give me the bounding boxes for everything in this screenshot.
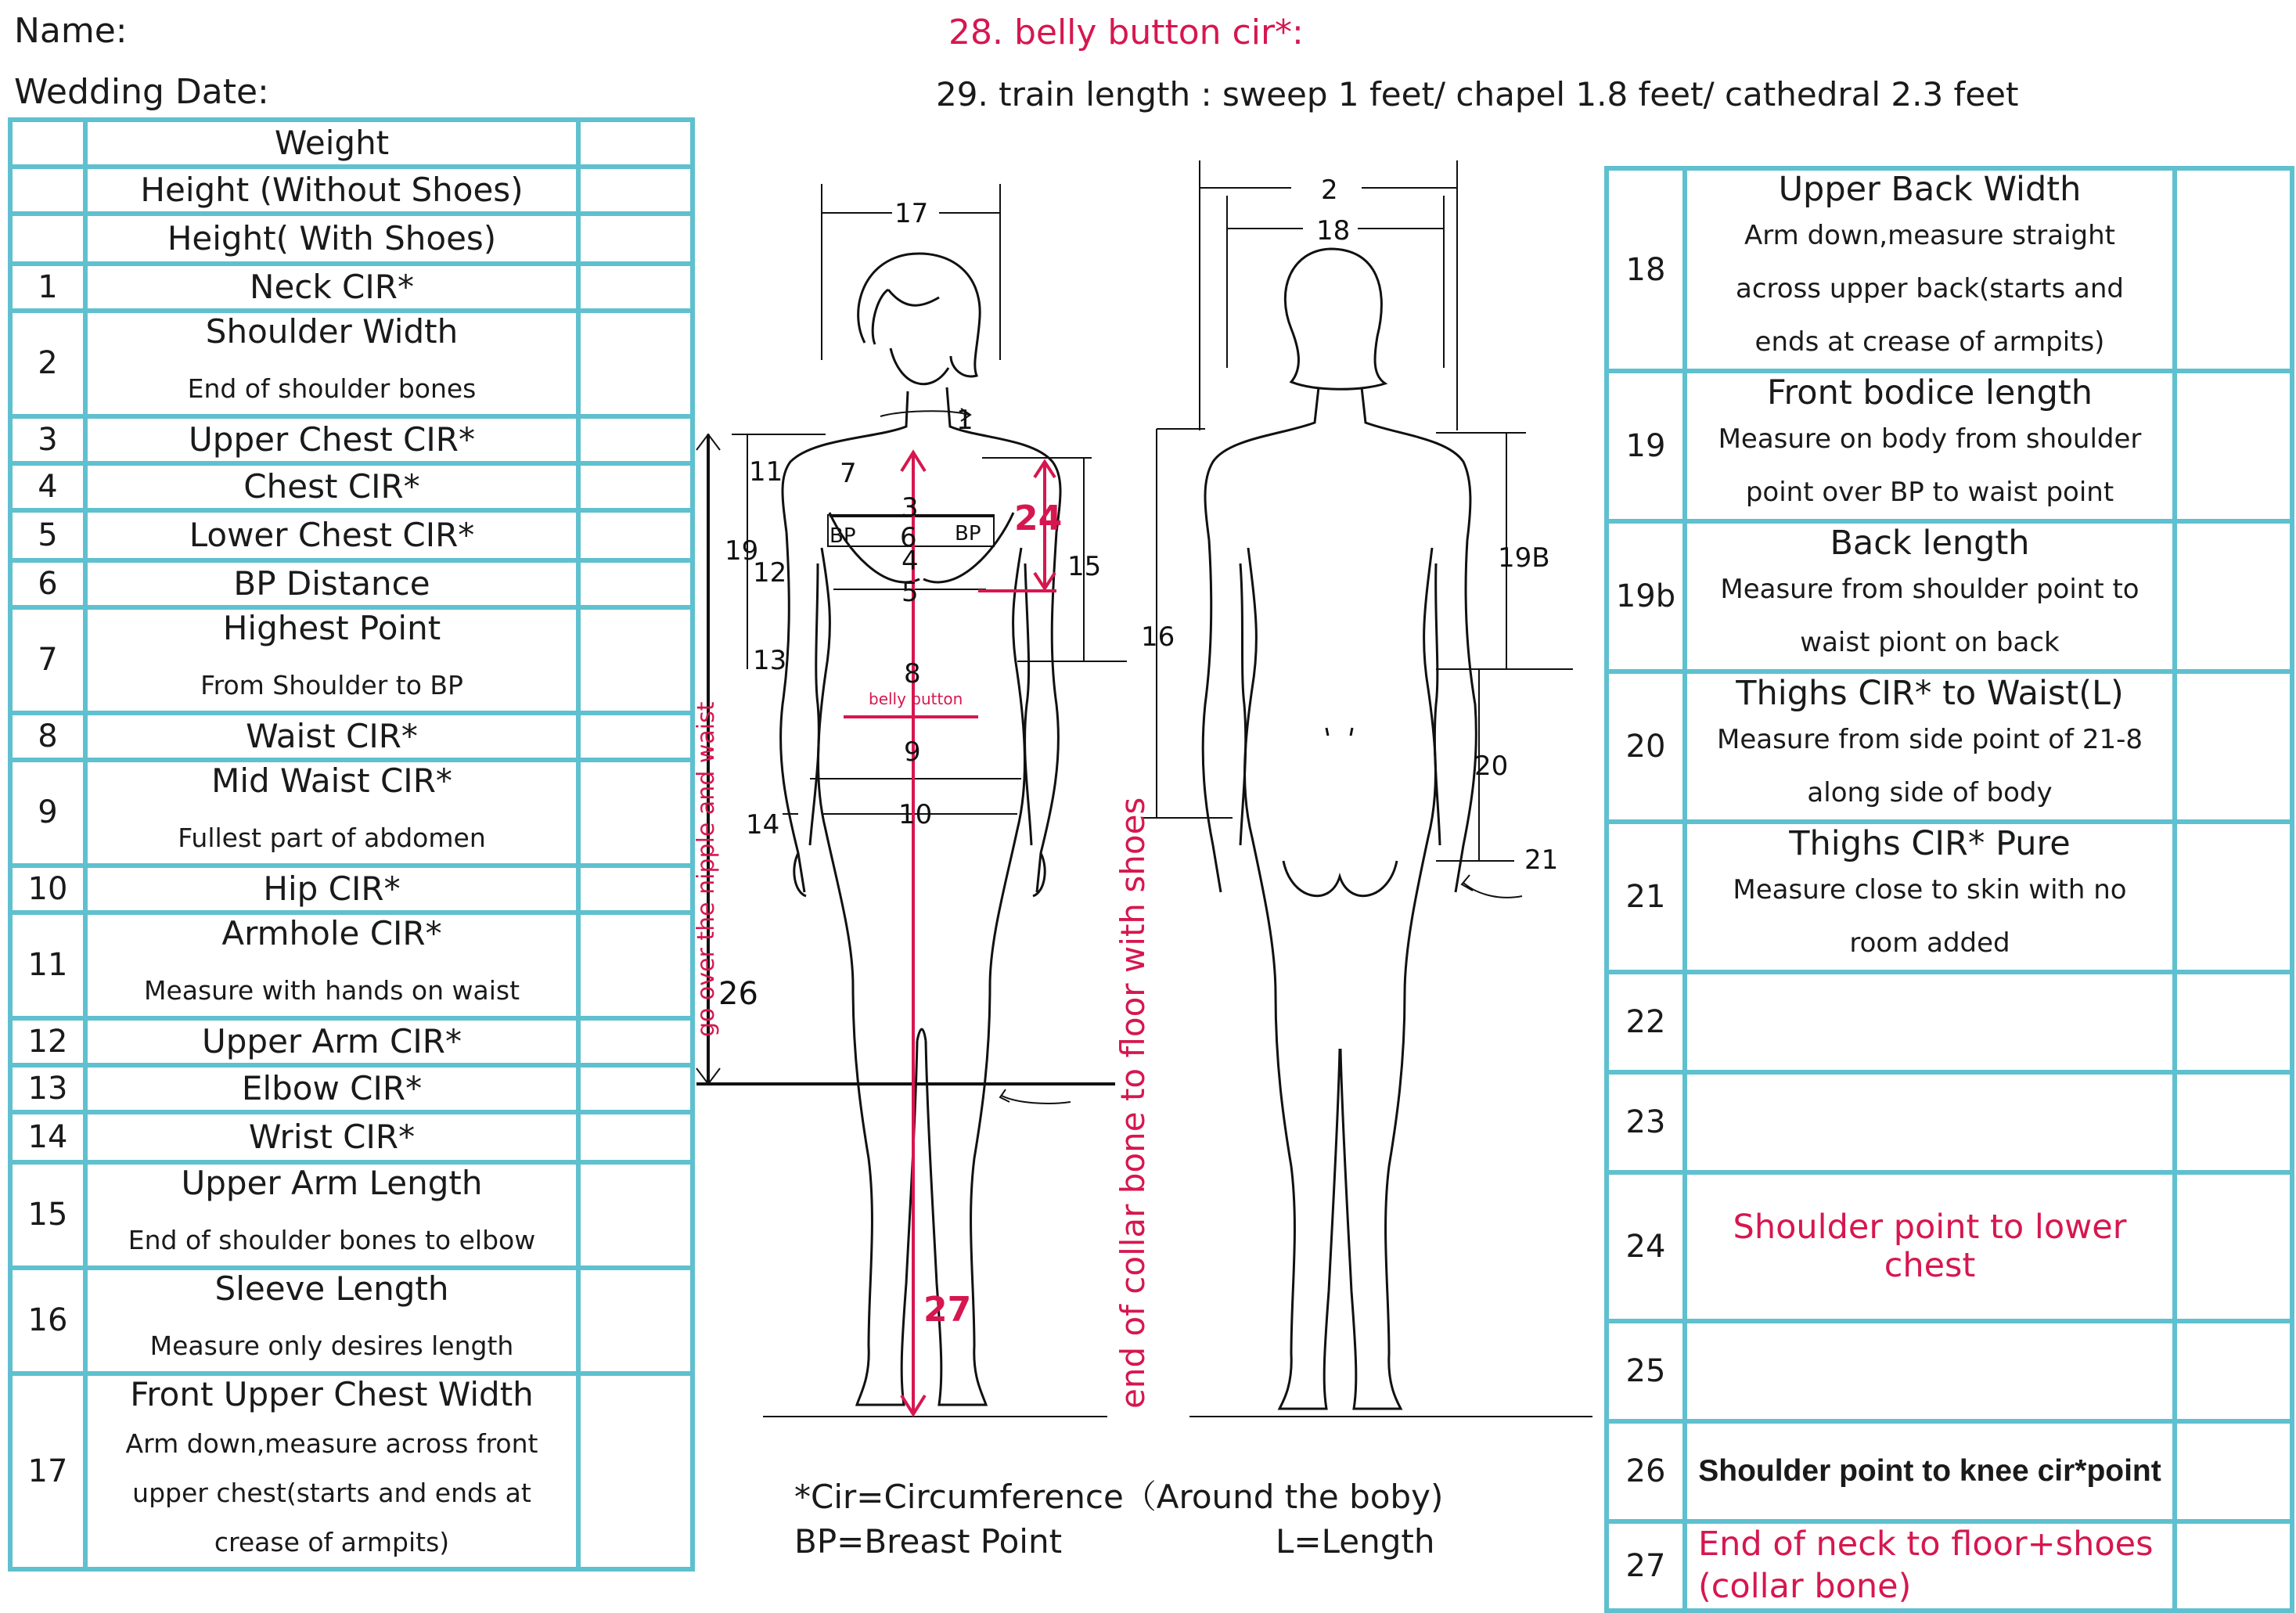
measurement-title: Chest CIR*: [243, 466, 420, 506]
measurement-description: End of shoulder bones to elbow: [128, 1225, 536, 1256]
measurement-description: Measure from side point of 21-8 along side of body: [1717, 724, 2143, 809]
label-17: 17: [894, 198, 929, 229]
label-19b: 19B: [1498, 542, 1550, 574]
row-number: 12: [10, 1018, 85, 1065]
label-3: 3: [901, 492, 919, 524]
label-14: 14: [746, 809, 780, 841]
measurement-title: Front bodice length: [1766, 373, 2093, 412]
train-length-note: 29. train length : sweep 1 feet/ chapel 1.8 feet/ cathedral 2.3 feet: [936, 75, 2019, 113]
measurement-title: Neck CIR*: [250, 267, 414, 306]
row-number: 5: [10, 510, 85, 560]
row-number: 6: [10, 560, 85, 607]
label-13: 13: [753, 645, 787, 676]
label-15: 15: [1067, 551, 1102, 582]
label-24: 24: [1014, 499, 1063, 538]
measurement-title: Mid Waist CIR*: [211, 761, 452, 800]
measurement-title: Thighs CIR* Pure: [1789, 823, 2071, 863]
measurement-title: Hip CIR*: [263, 869, 401, 908]
label-26: 26: [718, 976, 758, 1012]
measurement-title: Back length: [1830, 523, 2030, 563]
row-number: 21: [1607, 822, 1685, 972]
label-27: 27: [923, 1290, 972, 1330]
measurement-description: Measure on body from shoulder point over BP to waist point: [1718, 423, 2142, 509]
wedding-date-label: Wedding Date:: [14, 72, 269, 112]
row-number: 4: [10, 463, 85, 510]
row-number: 15: [10, 1162, 85, 1268]
vertical-note-collar-to-floor: end of collar bone to floor with shoes: [1114, 797, 1152, 1409]
measurement-title: Armhole CIR*: [221, 913, 442, 952]
measurement-description: Arm down,measure straight across upper back(starts and ends at crease of armpits): [1736, 220, 2124, 358]
measurement-title: BP Distance: [233, 563, 430, 603]
row-number: 19b: [1607, 521, 1685, 671]
measurement-description: Arm down,measure across front upper chest(starts and ends at crease of armpits): [125, 1428, 538, 1557]
legend-bp: BP=Breast Point: [794, 1522, 1063, 1561]
belly-button-note: 28. belly button cir*:: [948, 13, 1304, 52]
row-number: 27: [1607, 1521, 1685, 1611]
row-number: 17: [10, 1374, 85, 1569]
row-number: 11: [10, 913, 85, 1018]
row-number: 3: [10, 416, 85, 463]
bp-label-right: BP: [955, 522, 981, 545]
row-number: 19: [1607, 371, 1685, 521]
row-number: 26: [1607, 1421, 1685, 1521]
bp-label-left: BP: [830, 524, 856, 548]
row-number: 10: [10, 866, 85, 913]
label-21: 21: [1524, 844, 1559, 876]
label-4: 4: [901, 545, 919, 577]
measurement-title: Wrist CIR*: [248, 1117, 416, 1156]
measurement-title: Upper Chest CIR*: [189, 419, 475, 459]
vertical-note-nipple-waist: go over the nipple and waist: [693, 701, 720, 1037]
measurement-title: Upper Back Width: [1778, 170, 2082, 209]
measurement-title: Lower Chest CIR*: [189, 515, 475, 554]
label-19: 19: [725, 535, 759, 567]
row-number: 9: [10, 760, 85, 866]
measurement-title: Upper Arm Length: [181, 1163, 483, 1202]
measurement-description: Fullest part of abdomen: [178, 823, 486, 854]
row-number: 13: [10, 1065, 85, 1112]
measurement-title: Front Upper Chest Width: [130, 1374, 534, 1413]
label-18: 18: [1316, 215, 1351, 247]
measurement-title: Weight: [274, 123, 390, 162]
measurement-title: Shoulder Width: [205, 312, 459, 351]
measurement-description: Measure close to skin with no room added: [1733, 874, 2127, 960]
measurement-description: Measure from shoulder point to waist piont on back: [1720, 574, 2139, 659]
measurement-description: From Shoulder to BP: [200, 670, 463, 701]
measurement-title: Height (Without Shoes): [140, 170, 524, 209]
row-number: 25: [1607, 1321, 1685, 1421]
row-number: 20: [1607, 671, 1685, 822]
measurement-title: Shoulder point to knee cir*point: [1698, 1454, 2161, 1489]
row-number: 7: [10, 607, 85, 713]
measurement-title: Waist CIR*: [246, 716, 418, 755]
measurement-description: Measure with hands on waist: [143, 975, 520, 1006]
label-9: 9: [904, 736, 921, 768]
measurement-title: Thighs CIR* to Waist(L): [1736, 673, 2124, 713]
label-2: 2: [1321, 175, 1338, 206]
measurement-title: Sleeve Length: [214, 1269, 449, 1308]
label-12: 12: [753, 557, 787, 589]
row-number: 14: [10, 1112, 85, 1162]
row-number: 1: [10, 264, 85, 311]
label-16: 16: [1141, 621, 1175, 653]
label-11: 11: [749, 456, 783, 488]
measurement-title: Height( With Shoes): [167, 218, 497, 257]
row-number: 16: [10, 1268, 85, 1374]
back-measure-lines: [1143, 160, 1592, 1417]
row-number: 24: [1607, 1172, 1685, 1321]
belly-button-label: belly button: [869, 689, 963, 708]
row-number: 22: [1607, 972, 1685, 1072]
measurement-title: Shoulder point to lower chest: [1733, 1208, 2127, 1286]
label-10: 10: [898, 799, 933, 830]
measurement-title: Elbow CIR*: [241, 1068, 423, 1107]
row-number: 23: [1607, 1072, 1685, 1172]
row-number: 2: [10, 311, 85, 416]
row-number: 8: [10, 713, 85, 760]
label-1: 1: [956, 405, 973, 436]
label-6: 6: [900, 522, 917, 553]
legend-cir: *Cir=Circumference（Around the boby): [794, 1478, 1444, 1516]
measurement-description: Measure only desires length: [149, 1330, 514, 1362]
name-label: Name:: [14, 11, 128, 51]
label-8: 8: [904, 658, 921, 689]
measurement-title: Highest Point: [222, 608, 441, 647]
measurement-title: End of neck to floor+shoes (collar bone): [1698, 1525, 2154, 1607]
measurement-title: Upper Arm CIR*: [202, 1021, 462, 1060]
label-7: 7: [840, 458, 857, 489]
legend-length: L=Length: [1276, 1522, 1435, 1561]
red-measure-lines: [844, 452, 1056, 1414]
label-20: 20: [1474, 751, 1509, 782]
label-5: 5: [901, 577, 919, 608]
measurement-description: End of shoulder bones: [187, 373, 477, 405]
row-number: 18: [1607, 168, 1685, 371]
back-figure: [1203, 249, 1476, 1409]
